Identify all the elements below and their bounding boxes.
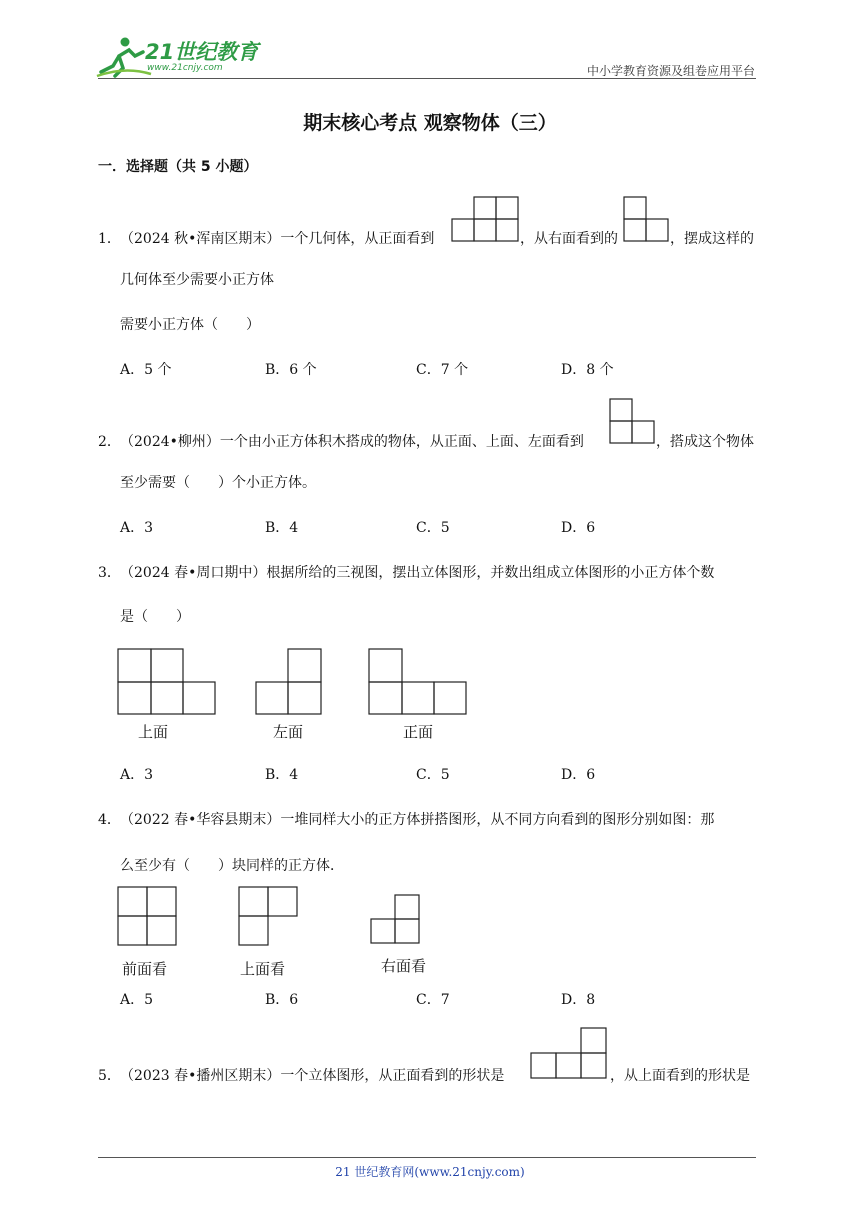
- section-heading: 一．选择题（共 5 小题）: [98, 159, 258, 175]
- q3-number: 3．: [98, 565, 121, 581]
- q1-option-d[interactable]: D．8 个: [561, 362, 614, 378]
- q4-option-c[interactable]: C．7: [416, 992, 450, 1008]
- logo-url: www.21cnjy.com: [147, 63, 223, 73]
- q1-text-line3: 需要小正方体（ ）: [120, 317, 260, 333]
- q1-text-line2: 几何体至少需要小正方体: [120, 272, 274, 288]
- page-title: 期末核心考点 观察物体（三）: [303, 112, 557, 134]
- q1-number: 1．: [98, 231, 121, 247]
- q3-text-line2: 是（ ）: [120, 609, 190, 625]
- q3-caption-left: 左面: [273, 723, 304, 741]
- q2-number: 2．: [98, 434, 121, 450]
- q1-text-part3: ，摆成这样的: [670, 231, 754, 247]
- footer-rule: [98, 1157, 756, 1158]
- q4-option-a[interactable]: A．5: [120, 992, 154, 1008]
- q4-text-line2: 么至少有（ ）块同样的正方体．: [120, 858, 344, 874]
- q3-caption-front: 正面: [403, 723, 434, 741]
- q2-text-part1: （2024•柳州）一个由小正方体积木搭成的物体，从正面、上面、左面看到: [120, 434, 584, 450]
- q1-front-view-figure: [452, 197, 518, 241]
- q4-text-line1: （2022 春•华容县期末）一堆同样大小的正方体拼搭图形，从不同方向看到的图形分别如图：那: [120, 812, 715, 828]
- q3-left-view-figure: [256, 649, 322, 715]
- q2-option-b[interactable]: B．4: [265, 520, 299, 536]
- q3-option-d[interactable]: D．6: [561, 767, 596, 783]
- q1-right-view-figure: [624, 197, 668, 241]
- q1-text-part2: ，从右面看到的: [520, 231, 618, 247]
- q4-front-view-figure: [118, 887, 178, 947]
- q4-caption-top: 上面看: [240, 960, 286, 978]
- q1-option-c[interactable]: C．7 个: [416, 362, 469, 378]
- q2-option-a[interactable]: A．3: [120, 520, 154, 536]
- q4-number: 4．: [98, 812, 121, 828]
- q3-front-view-figure: [369, 649, 467, 715]
- q5-number: 5．: [98, 1068, 121, 1084]
- q3-option-a[interactable]: A．3: [120, 767, 154, 783]
- q2-text-part2: ，搭成这个物体: [656, 434, 754, 450]
- q3-text-line1: （2024 春•周口期中）根据所给的三视图，摆出立体图形，并数出组成立体图形的小正方体个数: [120, 565, 715, 581]
- q3-caption-top: 上面: [138, 723, 169, 741]
- q5-front-view-figure: [531, 1028, 607, 1080]
- q1-option-b[interactable]: B．6 个: [265, 362, 317, 378]
- q4-top-view-figure: [239, 887, 299, 947]
- logo-text: 21世纪教育: [145, 40, 259, 64]
- q4-right-view-figure: [371, 895, 421, 947]
- q2-view-figure: [610, 399, 654, 443]
- q2-option-c[interactable]: C．5: [416, 520, 450, 536]
- footer-text[interactable]: 21 世纪教育网(www.21cnjy.com): [335, 1165, 525, 1179]
- q4-option-b[interactable]: B．6: [265, 992, 299, 1008]
- q3-option-b[interactable]: B．4: [265, 767, 299, 783]
- q2-text-line2: 至少需要（ ）个小正方体。: [120, 475, 316, 491]
- q4-caption-front: 前面看: [122, 960, 168, 978]
- q5-text-part1: （2023 春•播州区期末）一个立体图形，从正面看到的形状是: [120, 1068, 505, 1084]
- q1-option-a[interactable]: A．5 个: [120, 362, 172, 378]
- q1-text-part1: （2024 秋•浑南区期末）一个几何体，从正面看到: [120, 231, 435, 247]
- q3-option-c[interactable]: C．5: [416, 767, 450, 783]
- q3-top-view-figure: [118, 649, 216, 715]
- q2-option-d[interactable]: D．6: [561, 520, 596, 536]
- q4-caption-right: 右面看: [381, 957, 427, 975]
- header-rule: [98, 78, 756, 79]
- platform-label: 中小学教育资源及组卷应用平台: [586, 64, 755, 78]
- q5-text-part2: ，从上面看到的形状是: [610, 1068, 750, 1084]
- q4-option-d[interactable]: D．8: [561, 992, 596, 1008]
